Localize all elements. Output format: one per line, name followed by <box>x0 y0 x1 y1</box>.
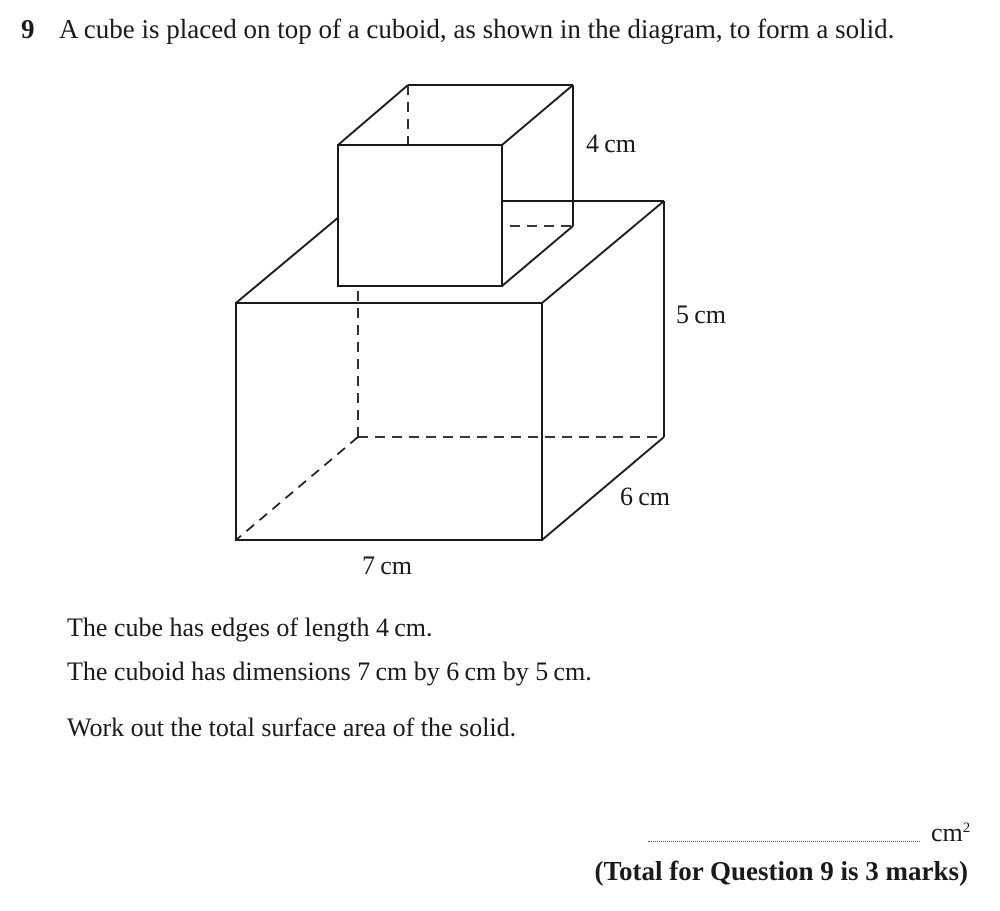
answer-line[interactable] <box>648 841 920 842</box>
total-marks: (Total for Question 9 is 3 marks) <box>594 856 968 886</box>
cuboid-height-label: 5 cm <box>676 300 726 329</box>
answer-unit: $cm^2$ <box>931 818 971 847</box>
cube-visible-edges <box>338 85 573 286</box>
cuboid-width-label: 7 cm <box>362 551 412 580</box>
cube-edge-statement: The cube has edges of length 4 cm. <box>67 613 433 642</box>
cuboid-dimensions-statement: The cuboid has dimensions 7 cm by 6 cm by 5 cm. <box>67 657 592 686</box>
cuboid-depth-label: 6 cm <box>620 482 670 511</box>
cuboid-hidden-edges <box>236 287 664 540</box>
question-text: A cube is placed on top of a cuboid, as shown in the diagram, to form a solid. <box>59 14 895 44</box>
question-number: 9 <box>21 14 35 44</box>
cube-edge-label: 4 cm <box>586 129 636 158</box>
task-instruction: Work out the total surface area of the solid. <box>67 713 517 742</box>
unit-exponent: 2 <box>962 820 971 836</box>
